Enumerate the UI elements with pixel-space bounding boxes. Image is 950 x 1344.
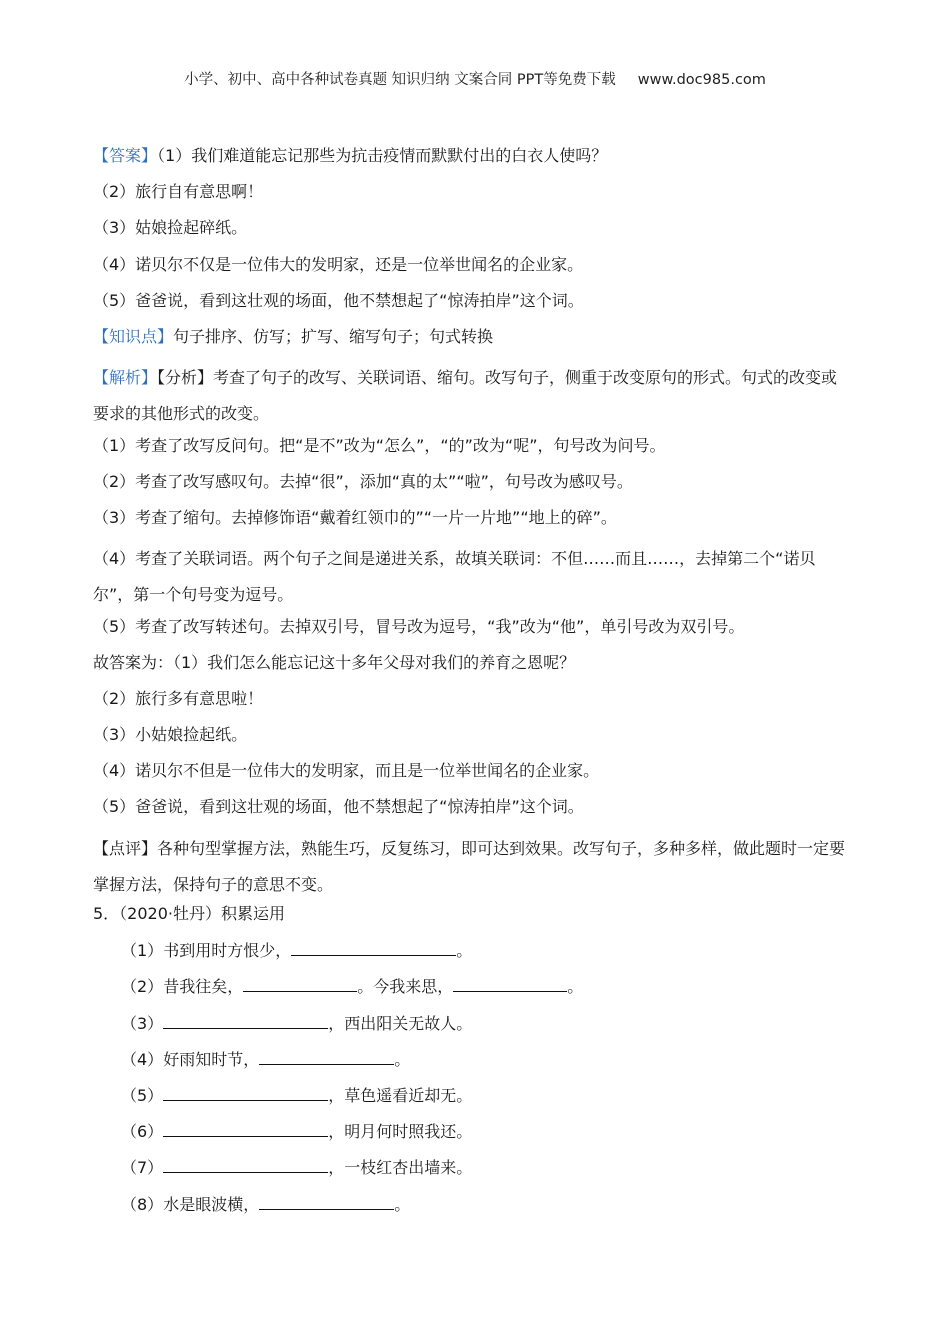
answer-line-5: （5）爸爸说，看到这壮观的场面，他不禁想起了“惊涛拍岸”这个词。 [93, 290, 584, 310]
answer-blank[interactable] [163, 1154, 328, 1173]
answer-blank[interactable] [163, 1010, 328, 1029]
answer-blank[interactable] [163, 1118, 328, 1137]
answer-line-2: （2）旅行自有意思啊！ [93, 182, 264, 202]
header-site: www.doc985.com [637, 72, 766, 88]
conclusion-item-4: （4）诺贝尔不但是一位伟大的发明家，而且是一位举世闻名的企业家。 [93, 761, 600, 781]
answer-blank[interactable] [259, 1046, 394, 1065]
question-5-item-3: （3） ，西出阳关无故人。 [93, 1010, 853, 1046]
answer-blank[interactable] [163, 1082, 328, 1101]
analysis-item-5: （5）考查了改写转述句。去掉双引号，冒号改为逗号，“我”改为“他”，单引号改为双引号。 [93, 616, 745, 636]
knowledge-tag: 【知识点】 [93, 326, 174, 346]
answer-line-3: （3）姑娘捡起碎纸。 [93, 218, 248, 238]
analysis-item-3: （3）考查了缩句。去掉修饰语“戴着红领巾的”“一片一片地”“地上的碎”。 [93, 507, 617, 527]
question-5-item-5: （5） ，草色遥看近却无。 [93, 1082, 853, 1118]
conclusion-item-2: （2）旅行多有意思啦！ [93, 688, 264, 708]
conclusion-item-3: （3）小姑娘捡起纸。 [93, 725, 248, 745]
answer-line-4: （4）诺贝尔不仅是一位伟大的发明家，还是一位举世闻名的企业家。 [93, 254, 584, 274]
answer-line-1: 【答案】（1）我们难道能忘记那些为抗击疫情而默默付出的白衣人使吗？ [93, 146, 608, 165]
conclusion-line: 故答案为：（1）我们怎么能忘记这十多年父母对我们的养育之恩呢？ [93, 652, 576, 672]
page-header [0, 68, 950, 89]
review-paragraph: 【点评】各种句型掌握方法，熟能生巧，反复练习，即可达到效果。改写句子，多种多样，做此题时一定要掌握方法，保持句子的意思不变。 [93, 838, 846, 894]
document-body [93, 143, 853, 1227]
answer-blank[interactable] [259, 1191, 394, 1210]
analysis-item-4: （4）考查了关联词语。两个句子之间是递进关系，故填关联词：不但……而且……，去掉第二个“诺贝尔”，第一个句号变为逗号。 [93, 549, 816, 605]
analysis-item-2: （2）考查了改写感叹句。去掉“很”，添加“真的太”“啦”，句号改为感叹号。 [93, 471, 633, 491]
answer-blank[interactable] [243, 973, 357, 992]
analysis-intro: 【解析】【分析】考查了句子的改写、关联词语、缩句。改写句子，侧重于改变原句的形式。句式的改变或要求的其他形式的改变。 [93, 368, 838, 424]
question-5-title: 5．（2020·牡丹）积累运用 [93, 904, 285, 924]
header-text: 小学、初中、高中各种试卷真题 知识归纳 文案合同 PPT等免费下载 [184, 72, 616, 88]
question-5-item-2: （2）昔我往矣， 。今我来思， 。 [93, 973, 853, 1009]
analysis-tag: 【解析】 [93, 368, 158, 388]
question-5-item-6: （6） ，明月何时照我还。 [93, 1118, 853, 1154]
conclusion-item-5: （5）爸爸说，看到这壮观的场面，他不禁想起了“惊涛拍岸”这个词。 [93, 797, 584, 817]
knowledge-line: 【知识点】句子排序、仿写；扩写、缩写句子；句式转换 [93, 326, 494, 346]
answer-blank[interactable] [453, 973, 567, 992]
answer-blank[interactable] [291, 937, 456, 956]
question-5-item-8: （8）水是眼波横， 。 [93, 1191, 853, 1227]
question-5-item-1: （1）书到用时方恨少， 。 [93, 937, 853, 973]
analysis-item-1: （1）考查了改写反问句。把“是不”改为“怎么”，“的”改为“呢”，句号改为问号。 [93, 435, 666, 455]
question-5-item-4: （4）好雨知时节， 。 [93, 1046, 853, 1082]
answer-tag: 【答案】 [93, 146, 158, 165]
question-5-item-7: （7） ，一枝红杏出墙来。 [93, 1154, 853, 1190]
